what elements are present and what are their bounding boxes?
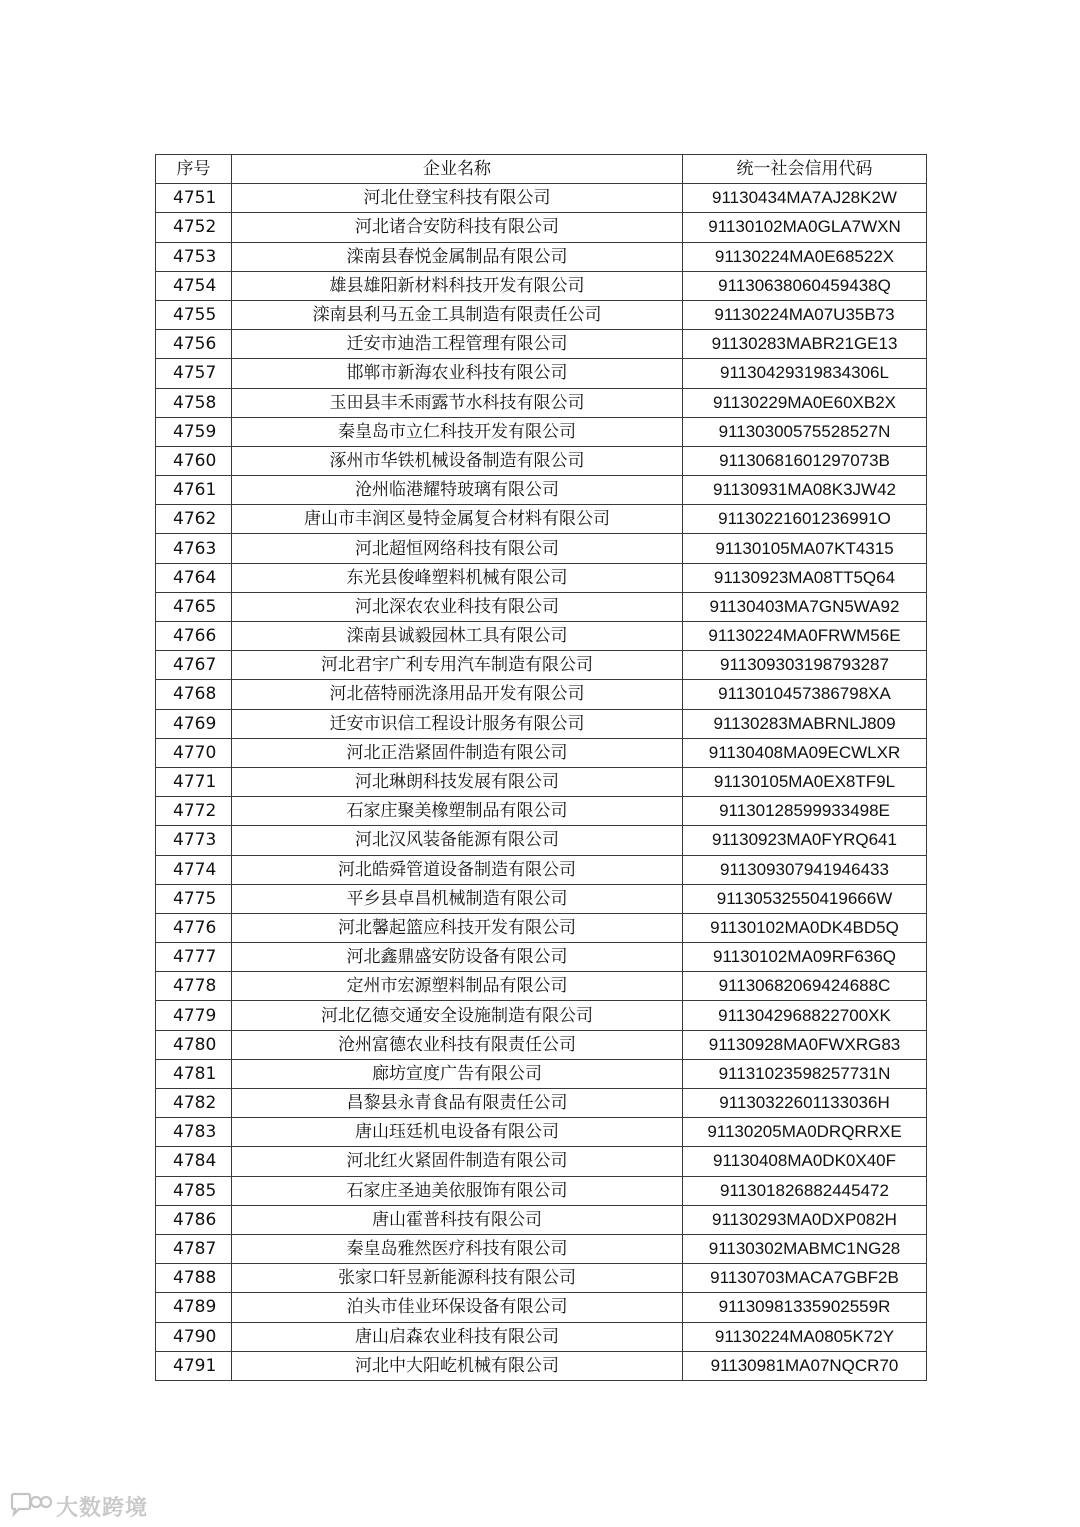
table-row [156,709,927,738]
table-row [156,1118,927,1147]
serial-number-cell: 4763 [156,534,232,563]
serial-number-cell: 4785 [156,1176,232,1205]
serial-number-cell: 4777 [156,943,232,972]
credit-code-cell: 911301826882445472 [683,1176,927,1205]
table-row [156,213,927,242]
table-row [156,592,927,621]
company-name-cell: 河北亿德交通安全设施制造有限公司 [232,1001,683,1030]
serial-number-cell: 4789 [156,1293,232,1322]
serial-number-cell: 4776 [156,913,232,942]
credit-code-cell: 91130283MABRNLJ809 [683,709,927,738]
table-row [156,563,927,592]
header-company-name: 企业名称 [232,155,683,184]
credit-code-cell: 91130923MA08TT5Q64 [683,563,927,592]
credit-code-cell: 91130928MA0FWXRG83 [683,1030,927,1059]
company-name-cell: 涿州市华铁机械设备制造有限公司 [232,446,683,475]
table-row [156,826,927,855]
company-name-cell: 滦南县利马五金工具制造有限责任公司 [232,300,683,329]
serial-number-cell: 4790 [156,1322,232,1351]
company-name-cell: 唐山霍普科技有限公司 [232,1205,683,1234]
table-row [156,330,927,359]
company-name-cell: 滦南县春悦金属制品有限公司 [232,242,683,271]
serial-number-cell: 4768 [156,680,232,709]
table-row [156,1059,927,1088]
chat-bubble-logo-icon [8,1492,52,1520]
company-name-cell: 河北诸合安防科技有限公司 [232,213,683,242]
table-row [156,184,927,213]
credit-code-cell: 91130682069424688C [683,972,927,1001]
credit-code-cell: 91130128599933498E [683,797,927,826]
table-row [156,1147,927,1176]
credit-code-cell: 91130102MA09RF636Q [683,943,927,972]
table-row [156,1264,927,1293]
table-row [156,242,927,271]
table-row [156,300,927,329]
credit-code-cell: 91130703MACA7GBF2B [683,1264,927,1293]
credit-code-cell: 91130429319834306L [683,359,927,388]
table-row [156,1089,927,1118]
table-row [156,1176,927,1205]
serial-number-cell: 4788 [156,1264,232,1293]
serial-number-cell: 4759 [156,417,232,446]
credit-code-cell: 91130981MA07NQCR70 [683,1351,927,1380]
company-name-cell: 河北鑫鼎盛安防设备有限公司 [232,943,683,972]
serial-number-cell: 4772 [156,797,232,826]
credit-code-cell: 91130102MA0GLA7WXN [683,213,927,242]
company-name-cell: 张家口轩昱新能源科技有限公司 [232,1264,683,1293]
table-row [156,884,927,913]
company-name-cell: 沧州富德农业科技有限责任公司 [232,1030,683,1059]
company-name-cell: 沧州临港耀特玻璃有限公司 [232,476,683,505]
table-body [156,184,927,1381]
table-row [156,1234,927,1263]
company-name-cell: 秦皇岛市立仁科技开发有限公司 [232,417,683,446]
credit-code-cell: 91130102MA0DK4BD5Q [683,913,927,942]
credit-code-cell: 91130931MA08K3JW42 [683,476,927,505]
company-name-cell: 唐山市丰润区曼特金属复合材料有限公司 [232,505,683,534]
table-row [156,476,927,505]
table-row [156,943,927,972]
credit-code-cell: 91130403MA7GN5WA92 [683,592,927,621]
serial-number-cell: 4752 [156,213,232,242]
credit-code-cell: 91130322601133036H [683,1089,927,1118]
credit-code-cell: 91130408MA0DK0X40F [683,1147,927,1176]
table-row [156,651,927,680]
credit-code-cell: 91130105MA0EX8TF9L [683,767,927,796]
table-row [156,534,927,563]
serial-number-cell: 4767 [156,651,232,680]
credit-code-cell: 91130224MA0E68522X [683,242,927,271]
serial-number-cell: 4757 [156,359,232,388]
company-name-cell: 东光县俊峰塑料机械有限公司 [232,563,683,592]
serial-number-cell: 4751 [156,184,232,213]
serial-number-cell: 4775 [156,884,232,913]
table-row [156,271,927,300]
table-row [156,359,927,388]
table-row [156,913,927,942]
watermark [8,1491,148,1521]
company-name-cell: 定州市宏源塑料制品有限公司 [232,972,683,1001]
serial-number-cell: 4771 [156,767,232,796]
company-name-cell: 河北汉风装备能源有限公司 [232,826,683,855]
table-row [156,417,927,446]
table-row [156,1351,927,1380]
header-credit-code: 统一社会信用代码 [683,155,927,184]
serial-number-cell: 4764 [156,563,232,592]
serial-number-cell: 4761 [156,476,232,505]
serial-number-cell: 4760 [156,446,232,475]
credit-code-cell: 91130224MA0FRWM56E [683,622,927,651]
serial-number-cell: 4786 [156,1205,232,1234]
credit-code-cell: 91130300575528527N [683,417,927,446]
credit-code-cell: 91130532550419666W [683,884,927,913]
table-row [156,388,927,417]
credit-code-cell: 9113042968822700XK [683,1001,927,1030]
serial-number-cell: 4773 [156,826,232,855]
company-name-cell: 平乡县卓昌机械制造有限公司 [232,884,683,913]
credit-code-cell: 91130205MA0DRQRRXE [683,1118,927,1147]
table-row [156,972,927,1001]
credit-code-cell: 911309303198793287 [683,651,927,680]
table-row [156,446,927,475]
table-row [156,797,927,826]
serial-number-cell: 4778 [156,972,232,1001]
serial-number-cell: 4756 [156,330,232,359]
table-row [156,1322,927,1351]
company-name-cell: 玉田县丰禾雨露节水科技有限公司 [232,388,683,417]
table-row [156,1001,927,1030]
credit-code-cell: 91130923MA0FYRQ641 [683,826,927,855]
serial-number-cell: 4779 [156,1001,232,1030]
company-name-cell: 河北超恒网络科技有限公司 [232,534,683,563]
table-row [156,738,927,767]
company-name-cell: 唐山珏廷机电设备有限公司 [232,1118,683,1147]
enterprise-registry-table [155,154,927,1381]
serial-number-cell: 4769 [156,709,232,738]
credit-code-cell: 91130221601236991O [683,505,927,534]
serial-number-cell: 4762 [156,505,232,534]
credit-code-cell: 91130302MABMC1NG28 [683,1234,927,1263]
credit-code-cell: 91130681601297073B [683,446,927,475]
table-row [156,680,927,709]
serial-number-cell: 4758 [156,388,232,417]
serial-number-cell: 4774 [156,855,232,884]
table-row [156,1293,927,1322]
serial-number-cell: 4787 [156,1234,232,1263]
serial-number-cell: 4766 [156,622,232,651]
table-row [156,1030,927,1059]
serial-number-cell: 4791 [156,1351,232,1380]
credit-code-cell: 91130283MABR21GE13 [683,330,927,359]
credit-code-cell: 91130638060459438Q [683,271,927,300]
credit-code-cell: 91130229MA0E60XB2X [683,388,927,417]
company-name-cell: 河北蓓特丽洗涤用品开发有限公司 [232,680,683,709]
table-row [156,622,927,651]
company-name-cell: 邯郸市新海农业科技有限公司 [232,359,683,388]
company-name-cell: 石家庄聚美橡塑制品有限公司 [232,797,683,826]
company-name-cell: 石家庄圣迪美依服饰有限公司 [232,1176,683,1205]
table-row [156,505,927,534]
serial-number-cell: 4783 [156,1118,232,1147]
credit-code-cell: 91130408MA09ECWLXR [683,738,927,767]
company-name-cell: 迁安市识信工程设计服务有限公司 [232,709,683,738]
credit-code-cell: 911309307941946433 [683,855,927,884]
company-name-cell: 河北琳朗科技发展有限公司 [232,767,683,796]
header-serial-number: 序号 [156,155,232,184]
table-header-row [156,155,927,184]
company-name-cell: 滦南县诚毅园林工具有限公司 [232,622,683,651]
company-name-cell: 河北皓舜管道设备制造有限公司 [232,855,683,884]
serial-number-cell: 4755 [156,300,232,329]
company-name-cell: 雄县雄阳新材料科技开发有限公司 [232,271,683,300]
serial-number-cell: 4781 [156,1059,232,1088]
table-header [156,155,927,184]
watermark-text: 大数跨境 [56,1495,149,1521]
credit-code-cell: 91131023598257731N [683,1059,927,1088]
company-name-cell: 河北中大阳屹机械有限公司 [232,1351,683,1380]
company-name-cell: 迁安市迪浩工程管理有限公司 [232,330,683,359]
company-name-cell: 泊头市佳业环保设备有限公司 [232,1293,683,1322]
serial-number-cell: 4770 [156,738,232,767]
serial-number-cell: 4780 [156,1030,232,1059]
credit-code-cell: 91130293MA0DXP082H [683,1205,927,1234]
company-name-cell: 昌黎县永青食品有限责任公司 [232,1089,683,1118]
table-row [156,1205,927,1234]
company-name-cell: 河北深农农业科技有限公司 [232,592,683,621]
serial-number-cell: 4765 [156,592,232,621]
company-name-cell: 秦皇岛雅然医疗科技有限公司 [232,1234,683,1263]
credit-code-cell: 91130105MA07KT4315 [683,534,927,563]
serial-number-cell: 4784 [156,1147,232,1176]
serial-number-cell: 4782 [156,1089,232,1118]
company-name-cell: 唐山启森农业科技有限公司 [232,1322,683,1351]
company-name-cell: 河北仕登宝科技有限公司 [232,184,683,213]
serial-number-cell: 4753 [156,242,232,271]
table-row [156,855,927,884]
credit-code-cell: 91130224MA07U35B73 [683,300,927,329]
credit-code-cell: 91130434MA7AJ28K2W [683,184,927,213]
serial-number-cell: 4754 [156,271,232,300]
company-name-cell: 河北馨起篮应科技开发有限公司 [232,913,683,942]
company-name-cell: 廊坊宣度广告有限公司 [232,1059,683,1088]
company-name-cell: 河北红火紧固件制造有限公司 [232,1147,683,1176]
credit-code-cell: 91130981335902559R [683,1293,927,1322]
company-name-cell: 河北正浩紧固件制造有限公司 [232,738,683,767]
company-name-cell: 河北君宇广利专用汽车制造有限公司 [232,651,683,680]
credit-code-cell: 91130224MA0805K72Y [683,1322,927,1351]
table-row [156,767,927,796]
credit-code-cell: 9113010457386798XA [683,680,927,709]
